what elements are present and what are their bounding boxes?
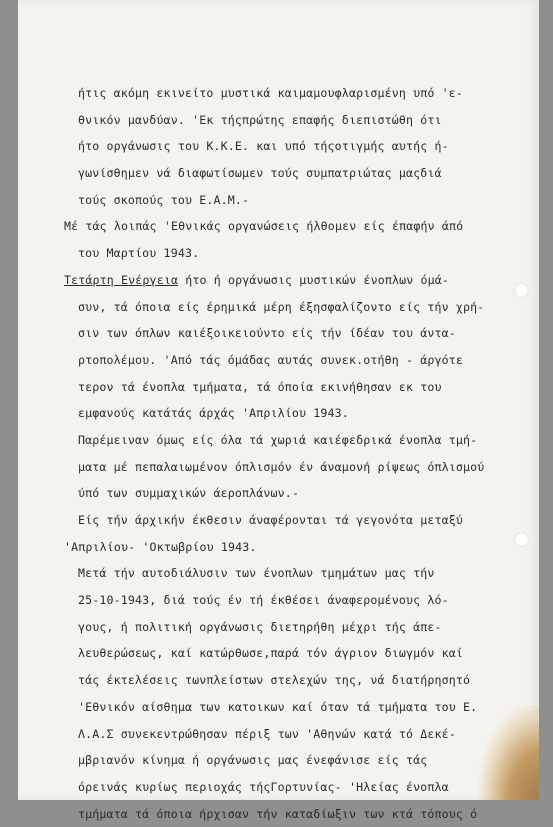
text-line: γους, ή πολιτική οργάνωσις διετηρήθη μέχρι τής άπε-	[78, 619, 442, 634]
text-line: γωνίσθημεν νά διαφωτίσωμεν τούς συμπατριώτας μαςδιά	[78, 166, 442, 181]
text-line: τούς σκοπούς του Ε.Α.Μ.-	[78, 192, 250, 207]
text-line: 'Εθνικόν αίσθημα των κατοικων καί όταν τά τμήματα του Ε.	[78, 699, 478, 714]
text-line: συν, τά όποια είς έρημικά μέρη έξησφαλίζοντο είς τήν χρή-	[78, 299, 485, 314]
punch-hole	[514, 283, 529, 298]
punch-hole	[514, 532, 529, 547]
text-line: ήτο οργάνωσις του Κ.Κ.Ε. και υπό τήςοτιγμής αυτής ή-	[78, 139, 449, 154]
text-line: ματα μέ πεπαλαιωμένον όπλισμόν έν άναμονή ρίψεως όπλισμού	[78, 459, 485, 474]
text-line: 25-10-1943, διά τούς έν τή έκθέσει άναφερομένους λό-	[78, 593, 449, 608]
document-page	[18, 0, 539, 821]
text-line: Λ.Α.Σ συνεκεντρώθησαν πέριξ των 'Αθηνών κατά τό Δεκέ-	[78, 726, 456, 741]
text-line: του Μαρτίου 1943.	[78, 246, 200, 261]
text-line: λευθερώσεως, καί κατώρθωσε,παρά τόν άγριον διωγμόν καί	[78, 646, 464, 661]
text-line: Παρέμειναν όμως είς όλα τά χωριά καιέφεδρικά ένοπλα τμή-	[78, 432, 478, 447]
text-line: τερον τά ένοπλα τμήματα, τά όποία εκινήθησαν εκ του	[78, 379, 442, 394]
text-line: Μέ τάς λοιπάς 'Εθνικάς οργανώσεις ήλθομεν είς έπαφήν άπό	[64, 219, 464, 234]
section-heading: Τετάρτη Ενέργεια	[64, 272, 179, 287]
text-line	[64, 267, 484, 294]
text-line: τμήματα τά όποια ήρχισαν τήν καταδίωξιν των κτά τόπους ό	[78, 806, 478, 821]
text-line: 'Απριλίου- 'Οκτωβρίου 1943.	[64, 539, 257, 554]
text-line: τάς έκτελέσεις τωνπλείστων στελεχών της, νά διατήρησητό	[78, 673, 471, 688]
text-line: Είς τήν άρχικήν έκθεσιν άναφέρονται τά γεγονότα μεταξύ	[78, 513, 464, 527]
text-line: θνικόν μανδύαν. 'Εκ τήςπρώτης επαφής διεπιστώθη ότι	[78, 112, 442, 127]
text-line: όρεινάς κυρίως περιοχάς τήςΓορτυνίας- 'Ηλείας ένοπλα	[78, 779, 449, 794]
text-line: σιν των όπλων καιέξοικειούντο είς τήν ίδέαν του άντα-	[78, 326, 456, 341]
text-line: Μετά τήν αυτοδιάλυσιν των ένοπλων τμημάτων μας τήν	[78, 566, 435, 581]
text-line: μβριανόν κίνημα ή οργάνωσις μας ένεφάνισε είς τάς	[78, 753, 428, 768]
text-line: εμφανούς κατάτάς άρχάς 'Απριλίου 1943.	[78, 406, 349, 421]
typewritten-text	[64, 80, 484, 827]
text-fragment: ήτο ή οργάνωσις μυστικών ένοπλων όμά-	[178, 272, 450, 287]
text-line: ύπό των συμμαχικών άεροπλάνων.-	[78, 486, 300, 501]
text-line: ήτις ακόμη εκινείτο μυστικά καιμαμουφλαρισμένη υπό 'ε-	[78, 86, 464, 100]
text-line: ρτοπολέμου. 'Από τάς όμάδας αυτάς συνεκ.οτήθη - άργότε	[78, 352, 464, 367]
